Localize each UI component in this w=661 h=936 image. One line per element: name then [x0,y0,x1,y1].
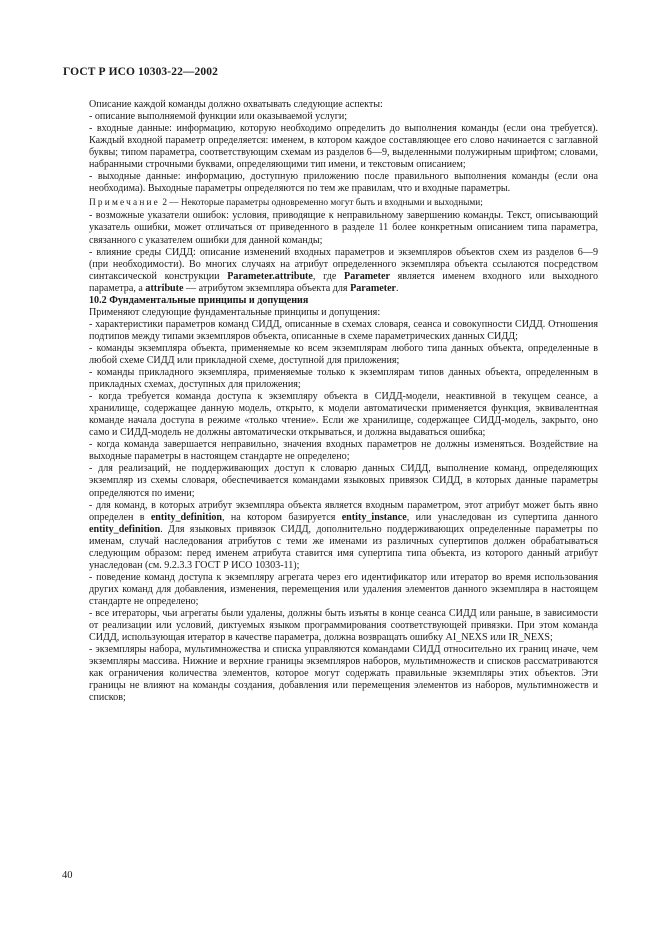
code-term: Parameter [350,282,397,294]
paragraph: - описание выполняемой функции или оказываемой услуги; [89,111,348,123]
text-run: , где [312,270,345,282]
page-number: 40 [62,870,73,881]
text-run: — атрибутом экземпляра объекта для [183,282,351,294]
paragraph: - выходные данные: информацию, доступную приложению после правильного выполнения команды (если она необходима). Выходные параметры определяются по тем же правилам, что и входные параметры. [89,171,598,195]
text-run: - для команд, в которых атрибут экземпляра объекта является входным параметром, этот атрибут может быть явно определен в [89,499,598,523]
paragraph: - для реализаций, не поддерживающих доступ к словарю данных СИДД, выполнение команд, определяющих экземпляр из схемы словаря, обеспечивается командами языковых привязок СИДД, в которых данные параметры определяются по имени; [89,463,598,499]
paragraph: - характеристики параметров команд СИДД, описанные в схемах словаря, сеанса и совокупности СИДД. Отношения подтипов между типами экземпляров объекта, описанные в схеме параметрических данных СИДД; [89,318,598,342]
paragraph: Применяют следующие фундаментальные принципы и допущения: [89,306,381,318]
code-term: entity_definition [89,523,161,535]
paragraph: - входные данные: информацию, которую необходимо определить до выполнения команды (если она требуется). Каждый входной параметр определяется: именем, в котором каждое составляющее его слово начинается с заглавной буквы; типом параметра, соответствующим схемам из разделов 6—9, выделенными полужирным шрифтом; словами, набранными строчными буквами, определяющими тип имени, и текстовым описанием; [89,123,598,171]
paragraph: - поведение команд доступа к экземпляру агрегата через его идентификатор или итератор во время использования других команд для добавления, изменения, перемещения или удаления элементов данного экземпляра в настоящем стандарте не определено; [89,571,598,607]
note [89,197,598,209]
text-run: - влияние среды СИДД: описание изменений входных параметров и экземпляров объектов схем из разделов 6—9 (при необходимости). Во многих случаях на атрибут определенного экземпляра объекта ссылаются посредством синтаксической конструкции [89,246,598,282]
paragraph: - команды прикладного экземпляра, применяемые только к экземплярам типов данных объекта, определенным в прикладных схемах, доступных для приложения; [89,367,598,391]
document-body [89,99,598,704]
paragraph: - возможные указатели ошибок: условия, приводящие к неправильному завершению команды. Текст, описывающий указатель ошибки, может отличаться от приведенного в разделе 11 более конкретным описанием типа параметра, связанного с указателем ошибки для данной команды; [89,210,598,246]
code-term: entity_instance [341,511,407,523]
section-heading: 10.2 Фундаментальные принципы и допущения [89,294,309,306]
paragraph [89,247,598,295]
code-term: Parameter.attribute [227,270,313,282]
paragraph: - все итераторы, чьи агрегаты были удалены, должны быть изъяты в конце сеанса СИДД или раньше, в зависимости от реализации или условий, диктуемых языком программирования соответствующей привязки. При этом команда СИДД, использующая итератор в качестве параметра, должна возвращать ошибку AI_NEXS или IR_NEXS; [89,607,598,644]
text-run: , на котором базируется [222,511,342,523]
text-run: . Для языковых привязок СИДД, дополнительно поддерживающих определенные параметры по именам, случай наследования атрибутов с теми же именами из различных супертипов должен обрабатываться следующим образом: перед именем атрибута ставится имя супертипа типа объекта, из которого данный атрибут унаследован (см. 9.2.3.3 ГОСТ Р ИСО 10303-11); [89,523,598,571]
paragraph [89,500,598,572]
code-term: entity_definition [150,511,223,523]
code-term: Parameter [344,270,390,282]
note-label: Примечание [89,198,160,209]
paragraph: Описание каждой команды должно охватывать следующие аспекты: [89,99,383,110]
text-run: является именем входного или выходного параметра, а [89,270,598,294]
paragraph: - когда команда завершается неправильно, значения входных параметров не должны изменяться. Воздействие на выходные параметры в настоящем стандарте не определено; [89,439,598,463]
paragraph: - когда требуется команда доступа к экземпляру объекта в СИДД-модели, неактивной в текущем сеансе, а хранилище, содержащее данную модель, открыто, к модели автоматически применяется функция, эквивалентная команде начала доступа в режиме «только чтение». Если же хранилище, содержащее СИДД-модель, закрыто, оно само и СИДД-модель не должны автоматически открываться, и должна выдаваться ошибка; [89,391,598,439]
paragraph: - экземпляры набора, мультимножества и списка управляются командами СИДД относительно их границ иначе, чем экземпляры массива. Нижние и верхние границы экземпляров наборов, мультимножеств и списков рассматриваются как ограничения количества элементов, которое могут содержать правильные экземпляры этих объектов. Эти границы не влияют на команды создания, добавления или перемещения элементов из наборов, мультимножеств и списков; [89,644,598,704]
code-term: attribute [145,282,184,294]
document-header: ГОСТ Р ИСО 10303-22—2002 [63,66,218,78]
note-text: 2 — Некоторые параметры одновременно могут быть и входными и выходными; [162,198,483,209]
text-run: , или унаследован из супертипа данного [406,511,598,523]
text-run: . [396,282,399,294]
paragraph: - команды экземпляра объекта, применяемые ко всем экземплярам любого типа данных объекта, определенные в любой схеме СИДД или прикладной схеме, доступной для приложения; [89,342,598,366]
